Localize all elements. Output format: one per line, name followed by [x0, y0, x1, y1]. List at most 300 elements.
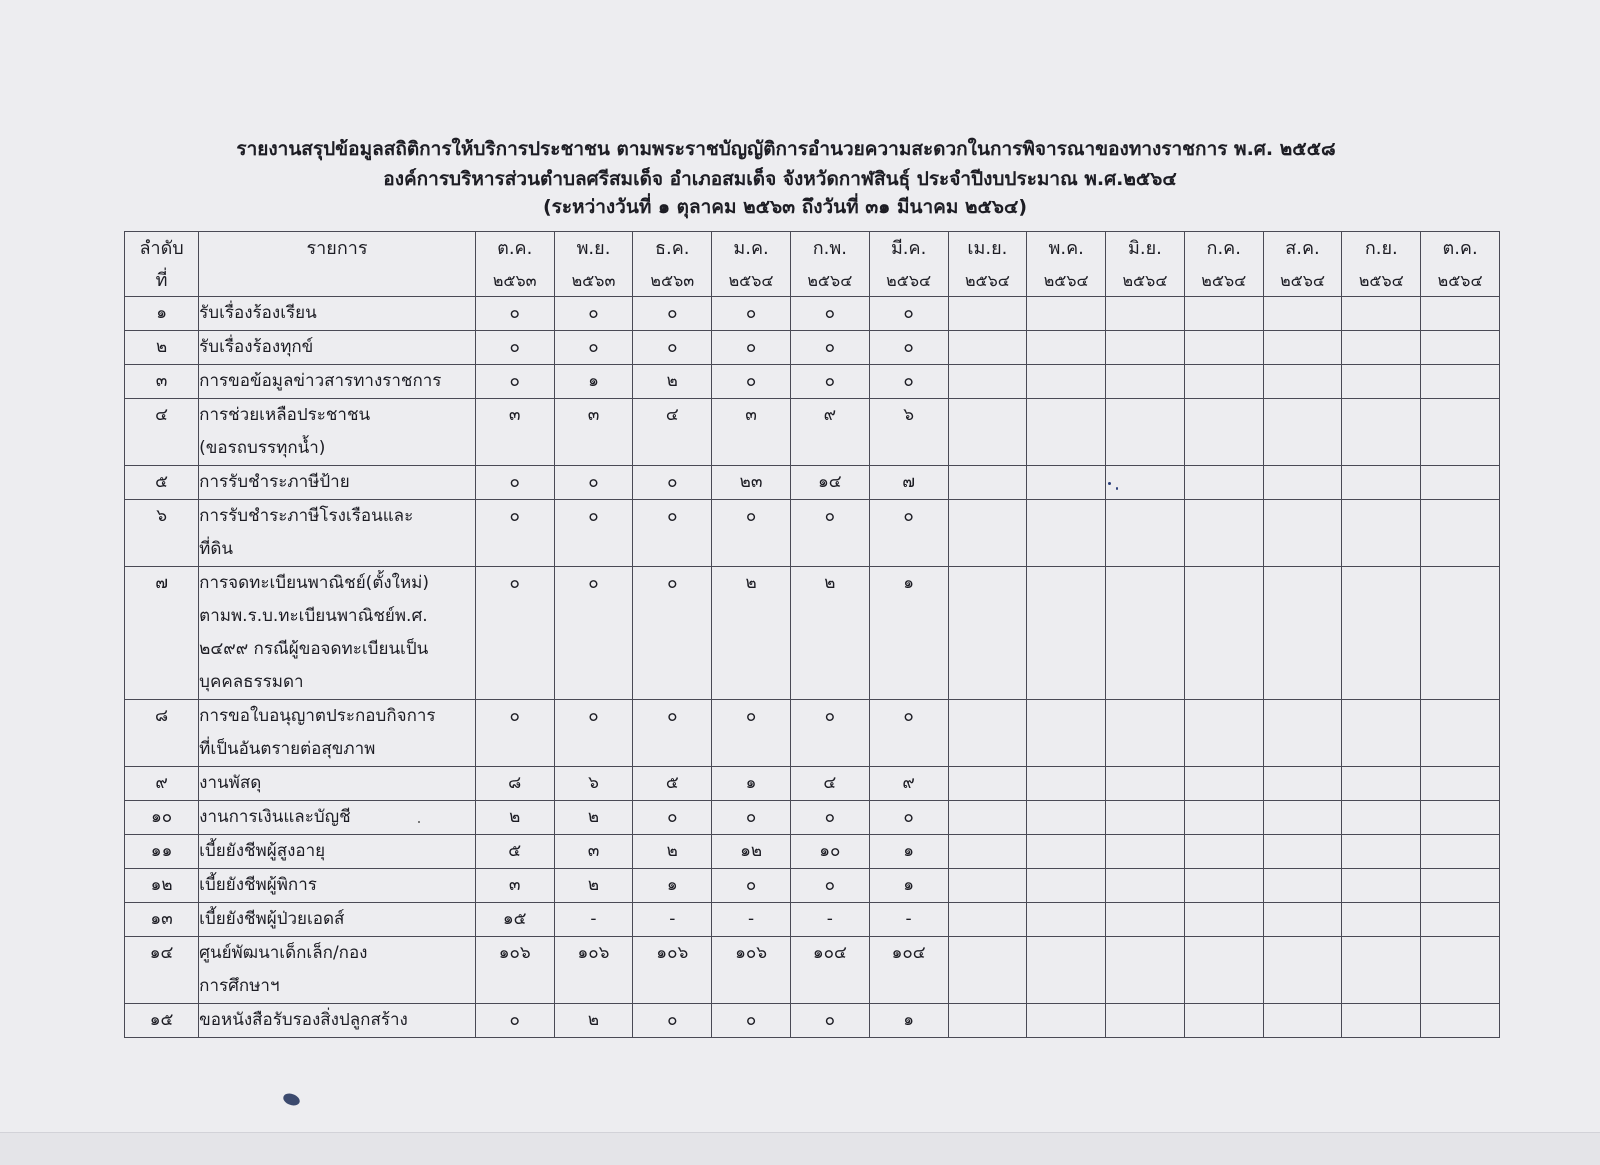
value-cell: ๓	[712, 399, 791, 466]
row-item-line: ๒๔๙๙ กรณีผู้ขอจดทะเบียนเป็น	[199, 639, 429, 659]
scan-smudge	[282, 1091, 302, 1107]
value-cell: ๙	[869, 767, 948, 801]
row-item-line: ขอหนังสือรับรองสิ่งปลูกสร้าง	[199, 1010, 408, 1030]
empty-cell	[1027, 365, 1106, 399]
value-cell: ๒	[554, 1004, 633, 1038]
empty-cell	[1421, 365, 1500, 399]
row-item	[199, 801, 476, 835]
value-cell: ๒	[633, 835, 712, 869]
value-cell: ๑	[712, 767, 791, 801]
value-cell: ๐	[633, 466, 712, 500]
value-cell: ๐	[554, 500, 633, 567]
table-row	[125, 466, 1500, 500]
empty-cell	[1342, 700, 1421, 767]
row-item-line: เบี้ยยังชีพผู้ป่วยเอดส์	[199, 909, 345, 929]
value-cell: ๐	[712, 869, 791, 903]
header-month	[869, 232, 948, 297]
header-month-label: ม.ค.	[733, 238, 769, 259]
value-cell: -	[712, 903, 791, 937]
value-cell: ๐	[869, 365, 948, 399]
empty-cell	[1342, 1004, 1421, 1038]
value-cell: ๐	[633, 331, 712, 365]
empty-cell	[1184, 331, 1263, 365]
scanner-background-strip	[0, 1132, 1600, 1165]
value-cell: ๖	[554, 767, 633, 801]
report-header	[0, 134, 1600, 220]
row-item-line: การขอข้อมูลข่าวสารทางราชการ	[199, 371, 442, 391]
empty-cell	[1027, 1004, 1106, 1038]
value-cell: ๐	[869, 297, 948, 331]
value-cell: ๑๐๔	[790, 937, 869, 1004]
empty-cell	[1184, 801, 1263, 835]
value-cell: ๐	[790, 331, 869, 365]
header-month-label: ต.ค.	[497, 238, 533, 259]
empty-cell	[1421, 937, 1500, 1004]
header-order-line1: ลำดับ	[139, 238, 184, 259]
row-item	[199, 500, 476, 567]
value-cell: ๐	[475, 297, 554, 331]
header-month-label: พ.ค.	[1048, 238, 1084, 259]
row-item-line: (ขอรถบรรทุกน้ำ)	[199, 438, 326, 458]
table-row	[125, 567, 1500, 700]
header-month	[712, 232, 791, 297]
empty-cell	[1184, 567, 1263, 700]
row-item-line: การจดทะเบียนพาณิชย์(ตั้งใหม่)	[199, 573, 430, 593]
empty-cell	[1184, 767, 1263, 801]
empty-cell	[948, 903, 1027, 937]
value-cell: ๒	[554, 801, 633, 835]
empty-cell	[1027, 700, 1106, 767]
row-item-line: งานพัสดุ	[199, 773, 262, 793]
empty-cell	[1184, 869, 1263, 903]
header-month-label: มิ.ย.	[1128, 238, 1162, 259]
empty-cell	[1027, 869, 1106, 903]
empty-cell	[948, 567, 1027, 700]
header-month-year: ๒๕๖๔	[1201, 271, 1247, 290]
scan-speck	[418, 821, 420, 823]
value-cell: ๑๔	[790, 466, 869, 500]
empty-cell	[1263, 700, 1342, 767]
row-item-line: ศูนย์พัฒนาเด็กเล็ก/กอง	[199, 943, 368, 963]
row-item	[199, 903, 476, 937]
table-row	[125, 700, 1500, 767]
value-cell: ๐	[869, 331, 948, 365]
empty-cell	[1106, 567, 1185, 700]
row-number: ๑๑	[125, 835, 199, 869]
row-item-line: การศึกษาฯ	[199, 976, 280, 996]
value-cell: ๐	[633, 297, 712, 331]
header-month-year: ๒๕๖๓	[650, 271, 695, 290]
value-cell: ๐	[869, 700, 948, 767]
empty-cell	[1342, 767, 1421, 801]
value-cell: ๐	[790, 700, 869, 767]
empty-cell	[1263, 297, 1342, 331]
header-month-label: พ.ย.	[576, 238, 611, 259]
header-month	[1184, 232, 1263, 297]
header-month-year: ๒๕๖๔	[964, 271, 1010, 290]
header-month-label: ส.ค.	[1285, 238, 1320, 259]
header-order-line2: ที่	[155, 270, 168, 291]
table-row	[125, 903, 1500, 937]
header-month-year: ๒๕๖๔	[1280, 271, 1325, 290]
value-cell: ๑	[869, 869, 948, 903]
empty-cell	[948, 835, 1027, 869]
empty-cell	[1421, 500, 1500, 567]
value-cell: ๑๐	[790, 835, 869, 869]
value-cell: ๙	[790, 399, 869, 466]
header-month-year: ๒๕๖๔	[728, 271, 774, 290]
empty-cell	[1106, 331, 1185, 365]
value-cell: ๕	[475, 835, 554, 869]
value-cell: ๐	[633, 567, 712, 700]
value-cell: ๐	[475, 567, 554, 700]
value-cell: ๐	[633, 700, 712, 767]
empty-cell	[1106, 869, 1185, 903]
table-row	[125, 835, 1500, 869]
table-row	[125, 1004, 1500, 1038]
value-cell: ๑๐๔	[869, 937, 948, 1004]
value-cell: ๐	[790, 801, 869, 835]
empty-cell	[1342, 903, 1421, 937]
row-item-line: ที่ดิน	[199, 539, 234, 559]
row-item	[199, 835, 476, 869]
empty-cell	[1342, 399, 1421, 466]
empty-cell	[1421, 801, 1500, 835]
empty-cell	[1027, 767, 1106, 801]
row-item-line: เบี้ยยังชีพผู้พิการ	[199, 875, 317, 895]
row-item	[199, 1004, 476, 1038]
row-item-line: การรับชำระภาษีโรงเรือนและ	[199, 506, 414, 526]
row-item	[199, 466, 476, 500]
value-cell: ๐	[475, 1004, 554, 1038]
value-cell: ๐	[712, 331, 791, 365]
row-number: ๙	[125, 767, 199, 801]
row-number: ๓	[125, 365, 199, 399]
row-item	[199, 700, 476, 767]
empty-cell	[1342, 567, 1421, 700]
value-cell: ๐	[475, 365, 554, 399]
row-number: ๘	[125, 700, 199, 767]
row-item-line: รับเรื่องร้องเรียน	[199, 303, 317, 323]
table-row	[125, 767, 1500, 801]
header-month	[1263, 232, 1342, 297]
value-cell: ๐	[475, 700, 554, 767]
empty-cell	[1106, 801, 1185, 835]
empty-cell	[1184, 903, 1263, 937]
empty-cell	[1106, 399, 1185, 466]
empty-cell	[1106, 903, 1185, 937]
value-cell: ๑๕	[475, 903, 554, 937]
empty-cell	[1184, 1004, 1263, 1038]
value-cell: ๒	[475, 801, 554, 835]
report-subtitle: องค์การบริหารส่วนตำบลศรีสมเด็จ อำเภอสมเด็จ จังหวัดกาฬสินธุ์ ประจำปีงบประมาณ พ.ศ.๒๕๖๔	[383, 168, 1177, 190]
value-cell: ๐	[554, 466, 633, 500]
value-cell: ๒	[633, 365, 712, 399]
value-cell: ๐	[790, 869, 869, 903]
header-month	[633, 232, 712, 297]
empty-cell	[948, 365, 1027, 399]
table-row	[125, 365, 1500, 399]
header-month-year: ๒๕๖๔	[1358, 271, 1404, 290]
value-cell: ๐	[869, 801, 948, 835]
empty-cell	[1421, 700, 1500, 767]
header-month	[475, 232, 554, 297]
value-cell: ๑๐๖	[554, 937, 633, 1004]
value-cell: -	[790, 903, 869, 937]
empty-cell	[1263, 466, 1342, 500]
value-cell: ๐	[712, 297, 791, 331]
row-item	[199, 937, 476, 1004]
value-cell: ๑๐๖	[712, 937, 791, 1004]
empty-cell	[1421, 869, 1500, 903]
table-row	[125, 399, 1500, 466]
empty-cell	[1421, 767, 1500, 801]
empty-cell	[1342, 466, 1421, 500]
row-number: ๑๓	[125, 903, 199, 937]
empty-cell	[1027, 801, 1106, 835]
scan-speck	[1116, 487, 1118, 490]
empty-cell	[1106, 937, 1185, 1004]
empty-cell	[1342, 835, 1421, 869]
value-cell: ๐	[712, 801, 791, 835]
empty-cell	[1027, 835, 1106, 869]
row-item	[199, 567, 476, 700]
empty-cell	[1184, 297, 1263, 331]
value-cell: ๑๐๖	[475, 937, 554, 1004]
empty-cell	[1342, 331, 1421, 365]
header-month-year: ๒๕๖๔	[886, 271, 932, 290]
header-month-year: ๒๕๖๓	[492, 271, 537, 290]
value-cell: ๐	[475, 500, 554, 567]
empty-cell	[1342, 801, 1421, 835]
header-order	[125, 232, 199, 297]
value-cell: ๐	[633, 801, 712, 835]
row-number: ๔	[125, 399, 199, 466]
value-cell: ๑	[869, 835, 948, 869]
report-period: (ระหว่างวันที่ ๑ ตุลาคม ๒๕๖๓ ถึงวันที่ ๓๑ มีนาคม ๒๕๖๔)	[542, 196, 1028, 218]
value-cell: ๐	[790, 500, 869, 567]
value-cell: ๒	[554, 869, 633, 903]
value-cell: ๐	[790, 365, 869, 399]
empty-cell	[948, 869, 1027, 903]
row-item-line: งานการเงินและบัญชี	[199, 807, 351, 827]
row-item	[199, 399, 476, 466]
empty-cell	[948, 1004, 1027, 1038]
value-cell: ๑๐๖	[633, 937, 712, 1004]
value-cell: -	[869, 903, 948, 937]
empty-cell	[1421, 399, 1500, 466]
value-cell: ๗	[869, 466, 948, 500]
empty-cell	[1027, 297, 1106, 331]
empty-cell	[1342, 365, 1421, 399]
empty-cell	[1106, 700, 1185, 767]
empty-cell	[1184, 399, 1263, 466]
row-number: ๑๒	[125, 869, 199, 903]
empty-cell	[1184, 835, 1263, 869]
header-month-label: ธ.ค.	[655, 238, 690, 259]
row-number: ๒	[125, 331, 199, 365]
empty-cell	[1184, 500, 1263, 567]
empty-cell	[1421, 903, 1500, 937]
empty-cell	[948, 700, 1027, 767]
empty-cell	[1184, 700, 1263, 767]
header-month-label: ต.ค.	[1442, 238, 1478, 259]
value-cell: ๔	[790, 767, 869, 801]
row-item	[199, 869, 476, 903]
empty-cell	[1263, 903, 1342, 937]
empty-cell	[1421, 1004, 1500, 1038]
empty-cell	[1342, 869, 1421, 903]
header-month-label: ก.พ.	[812, 238, 847, 259]
value-cell: ๐	[633, 500, 712, 567]
empty-cell	[1263, 801, 1342, 835]
row-item-line: รับเรื่องร้องทุกข์	[199, 337, 314, 357]
empty-cell	[1263, 331, 1342, 365]
value-cell: ๐	[790, 297, 869, 331]
row-item	[199, 365, 476, 399]
row-number: ๑๕	[125, 1004, 199, 1038]
report-title: รายงานสรุปข้อมูลสถิติการให้บริการประชาชน ตามพระราชบัญญัติการอำนวยความสะดวกในการพิจารณาของทางราชการ พ.ศ. ๒๕๕๘	[236, 138, 1336, 160]
empty-cell	[1106, 1004, 1185, 1038]
header-item	[199, 232, 476, 297]
value-cell: ๓	[475, 399, 554, 466]
empty-cell	[1263, 500, 1342, 567]
table-row	[125, 331, 1500, 365]
header-month-year: ๒๕๖๔	[1437, 271, 1483, 290]
empty-cell	[1263, 365, 1342, 399]
header-month	[1027, 232, 1106, 297]
value-cell: ๐	[712, 1004, 791, 1038]
empty-cell	[1184, 937, 1263, 1004]
empty-cell	[1263, 767, 1342, 801]
statistics-table	[124, 231, 1500, 1038]
value-cell: ๖	[869, 399, 948, 466]
value-cell: ๒	[790, 567, 869, 700]
empty-cell	[1106, 297, 1185, 331]
header-item-label: รายการ	[306, 238, 368, 259]
empty-cell	[1027, 567, 1106, 700]
value-cell: ๑	[633, 869, 712, 903]
value-cell: ๐	[554, 331, 633, 365]
value-cell: ๐	[554, 567, 633, 700]
row-item-line: เบี้ยยังชีพผู้สูงอายุ	[199, 841, 326, 861]
empty-cell	[1263, 399, 1342, 466]
row-item-line: การช่วยเหลือประชาชน	[199, 405, 371, 425]
row-number: ๕	[125, 466, 199, 500]
value-cell: -	[554, 903, 633, 937]
empty-cell	[1106, 767, 1185, 801]
header-month-year: ๒๕๖๔	[1122, 271, 1168, 290]
value-cell: ๐	[712, 500, 791, 567]
empty-cell	[1263, 869, 1342, 903]
empty-cell	[1184, 365, 1263, 399]
header-month	[1342, 232, 1421, 297]
table-row	[125, 937, 1500, 1004]
empty-cell	[1027, 500, 1106, 567]
value-cell: ๓	[554, 399, 633, 466]
empty-cell	[1342, 297, 1421, 331]
row-item	[199, 297, 476, 331]
table-header-row	[125, 232, 1500, 297]
header-month-label: ก.ค.	[1206, 238, 1241, 259]
row-item	[199, 331, 476, 365]
row-item-line: ตามพ.ร.บ.ทะเบียนพาณิชย์พ.ศ.	[199, 606, 428, 626]
empty-cell	[1027, 331, 1106, 365]
empty-cell	[1421, 331, 1500, 365]
row-number: ๖	[125, 500, 199, 567]
value-cell: ๐	[554, 700, 633, 767]
empty-cell	[1263, 937, 1342, 1004]
value-cell: ๑	[869, 567, 948, 700]
empty-cell	[1106, 500, 1185, 567]
table-row	[125, 297, 1500, 331]
empty-cell	[1421, 297, 1500, 331]
value-cell: ๑	[869, 1004, 948, 1038]
value-cell: ๒	[712, 567, 791, 700]
value-cell: ๒๓	[712, 466, 791, 500]
empty-cell	[1263, 567, 1342, 700]
row-item	[199, 767, 476, 801]
empty-cell	[948, 297, 1027, 331]
header-month	[554, 232, 633, 297]
value-cell: ๐	[712, 700, 791, 767]
header-month-year: ๒๕๖๓	[571, 271, 616, 290]
row-number: ๑	[125, 297, 199, 331]
header-month	[948, 232, 1027, 297]
header-month	[790, 232, 869, 297]
header-month-label: มี.ค.	[890, 238, 927, 259]
row-number: ๑๔	[125, 937, 199, 1004]
header-month-year: ๒๕๖๔	[807, 271, 853, 290]
value-cell: ๕	[633, 767, 712, 801]
value-cell: ๘	[475, 767, 554, 801]
value-cell: ๐	[475, 466, 554, 500]
empty-cell	[1421, 567, 1500, 700]
scan-speck	[1108, 482, 1111, 485]
row-item-line: บุคคลธรรมดา	[199, 672, 304, 692]
empty-cell	[1106, 835, 1185, 869]
header-month-year: ๒๕๖๔	[1043, 271, 1089, 290]
value-cell: ๐	[712, 365, 791, 399]
empty-cell	[948, 500, 1027, 567]
row-item-line: การขอใบอนุญาตประกอบกิจการ	[199, 706, 436, 726]
header-month-label: เม.ย.	[967, 238, 1008, 259]
empty-cell	[1106, 466, 1185, 500]
empty-cell	[1027, 466, 1106, 500]
empty-cell	[1184, 466, 1263, 500]
row-number: ๑๐	[125, 801, 199, 835]
value-cell: ๓	[475, 869, 554, 903]
empty-cell	[1342, 500, 1421, 567]
empty-cell	[948, 767, 1027, 801]
table-row	[125, 869, 1500, 903]
row-item-line: การรับชำระภาษีป้าย	[199, 472, 350, 492]
header-month	[1106, 232, 1185, 297]
value-cell: ๔	[633, 399, 712, 466]
empty-cell	[1421, 466, 1500, 500]
value-cell: -	[633, 903, 712, 937]
value-cell: ๐	[554, 297, 633, 331]
empty-cell	[1027, 937, 1106, 1004]
header-month-label: ก.ย.	[1364, 238, 1398, 259]
empty-cell	[1027, 903, 1106, 937]
header-month	[1421, 232, 1500, 297]
empty-cell	[948, 399, 1027, 466]
empty-cell	[948, 937, 1027, 1004]
empty-cell	[948, 331, 1027, 365]
empty-cell	[1342, 937, 1421, 1004]
empty-cell	[948, 466, 1027, 500]
